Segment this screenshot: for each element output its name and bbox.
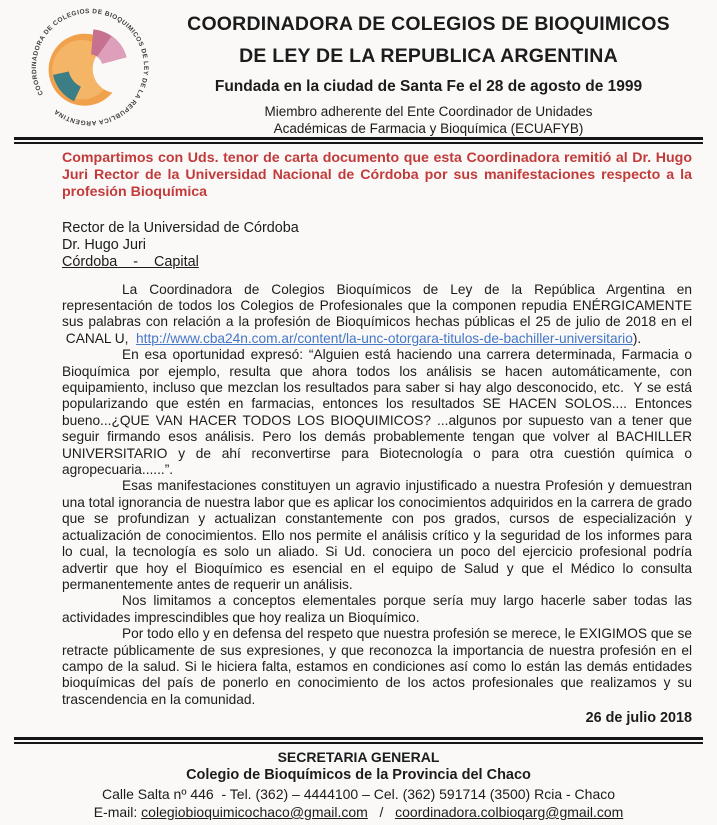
coordinadora-logo [20, 4, 170, 135]
header-divider [14, 137, 703, 144]
paragraph-1-closing: ). [632, 330, 642, 346]
footer-email-line [0, 803, 717, 822]
paragraph-2: En esa oportunidad expresó: “Alguien está haciendo una carrera determinada, Farmacia o Bioquímica por ejemplo, resulta que ahora todos los análisis se hacen automáticamente, con equipamiento, incluso que mezclan los resultados para saber si hay algo desconocido, etc. Y se está popularizando que estén en farmacias, entonces los resultados SE HACEN SOLOS.... Entonces bueno...¿QUE VAN HACER TODOS LOS BIOQUIMICOS? ...algunos por supuesto van a tener que seguir firmando esos análisis. Pero los demás probablemente tengan que volver al BACHILLER UNIVERSITARIO y de ahí reconvertirse para Biotecnología o para otra cuestión química o agropecuaria......”. [62, 347, 692, 478]
cba24n-hyperlink[interactable]: http://www.cba24n.com.ar/content/la-unc-otorgara-titulos-de-bachiller-universitario [136, 330, 633, 346]
footer-text [0, 744, 717, 822]
footer-divider [14, 737, 703, 744]
letter-body-column [62, 150, 692, 726]
recipient-line-2: Dr. Hugo Juri [62, 236, 146, 253]
paragraph-1 [62, 282, 692, 348]
email-label: E-mail: [93, 804, 142, 820]
org-title-line1: COORDINADORA DE COLEGIOS DE BIOQUIMICOS [187, 13, 670, 35]
email-link-coordinadora[interactable]: coordinadora.colbioqarg@gmail.com [395, 804, 624, 820]
letterhead-text [170, 4, 701, 137]
recipient-block [62, 220, 692, 271]
org-title-line2: DE LEY DE LA REPUBLICA ARGENTINA [239, 45, 618, 67]
footer-address: Calle Salta nº 446 - Tel. (362) – 4444100 – Cel. (362) 591714 (3500) Rcia - Chaco [101, 786, 616, 802]
letter-date: 26 de julio 2018 [585, 710, 692, 727]
red-notice: Compartimos con Uds. tenor de carta documento que esta Coordinadora remitió al Dr. Hugo Juri Rector de la Universidad Nacional de Córdoba por sus manifestaciones respecto a la profesión Bioquímica [62, 150, 692, 201]
footer-title: SECRETARIA GENERAL [277, 749, 440, 765]
recipient-line-1: Rector de la Universidad de Córdoba [62, 219, 299, 236]
member-line-1: Miembro adherente del Ente Coordinador de Unidades [264, 104, 593, 119]
recipient-city: Córdoba - Capital [62, 253, 199, 270]
email-link-chaco[interactable]: colegiobioquimicochaco@gmail.com [141, 804, 368, 820]
paragraph-1-text: La Coordinadora de Colegios Bioquímicos de Ley de la República Argentina en representación de todos los Colegios de Profesionales que la componen repudia ENÉRGICAMENTE sus palabras con relación a la profesión de Bioquímicos hechas públicas el 25 de julio de 2018 en el CANAL U, [62, 281, 692, 346]
org-founded-line: Fundada en la ciudad de Santa Fe el 28 de agosto de 1999 [214, 78, 643, 95]
letter-paragraphs [62, 282, 692, 709]
paragraph-5: Por todo ello y en defensa del respeto que nuestra profesión se merece, le EXIGIMOS que se retracte públicamente de sus expresiones, y que reconozca la importancia de nuestra profesión en el campo de la salud. Si le hiciera falta, estamos en condiciones así como lo están las demás entidades bioquímicas del país de ponerlo en conocimiento de los actos profesionales que realizamos y su trascendencia en la comunidad. [62, 626, 692, 707]
member-line-2: Académicas de Farmacia y Bioquímica (ECUAFYB) [273, 121, 584, 136]
paragraph-3: Esas manifestaciones constituyen un agravio injustificado a nuestra Profesión y demuestran una total ignorancia de nuestra labor que es aplicar los conocimientos adquiridos en la carrera de grado que se profundizan y actualizan constantemente con pos grados, cursos de especialización y actualización de conocimientos. Ello nos permite el análisis crítico y la seguridad de los informes para lo cual, la tecnología es solo un aliado. Si Ud. conociera un poco del ejercicio profesional podría advertir que hoy el Bioquímico es esencial en el equipo de Salud y que el Médico lo consulta permanentemente antes de requerir un análisis. [62, 478, 692, 592]
paragraph-4: Nos limitamos a conceptos elementales porque sería muy largo hacerle saber todas las actividades imprescindibles que hoy realiza un Bioquímico. [62, 593, 692, 625]
letter-footer [0, 732, 717, 822]
footer-org: Colegio de Bioquímicos de la Provincia del Chaco [186, 767, 531, 783]
email-separator: / [367, 804, 396, 820]
org-member-lines [170, 103, 687, 137]
recipient-line-3 [62, 254, 692, 271]
letterhead [0, 0, 717, 136]
logo-graphic [20, 4, 160, 130]
logo-ring-text: COORDINADORA DE COLEGIOS DE BIOQUIMICOS DE LEY DE LA REPUBLICA ARGENTINA [30, 8, 150, 127]
